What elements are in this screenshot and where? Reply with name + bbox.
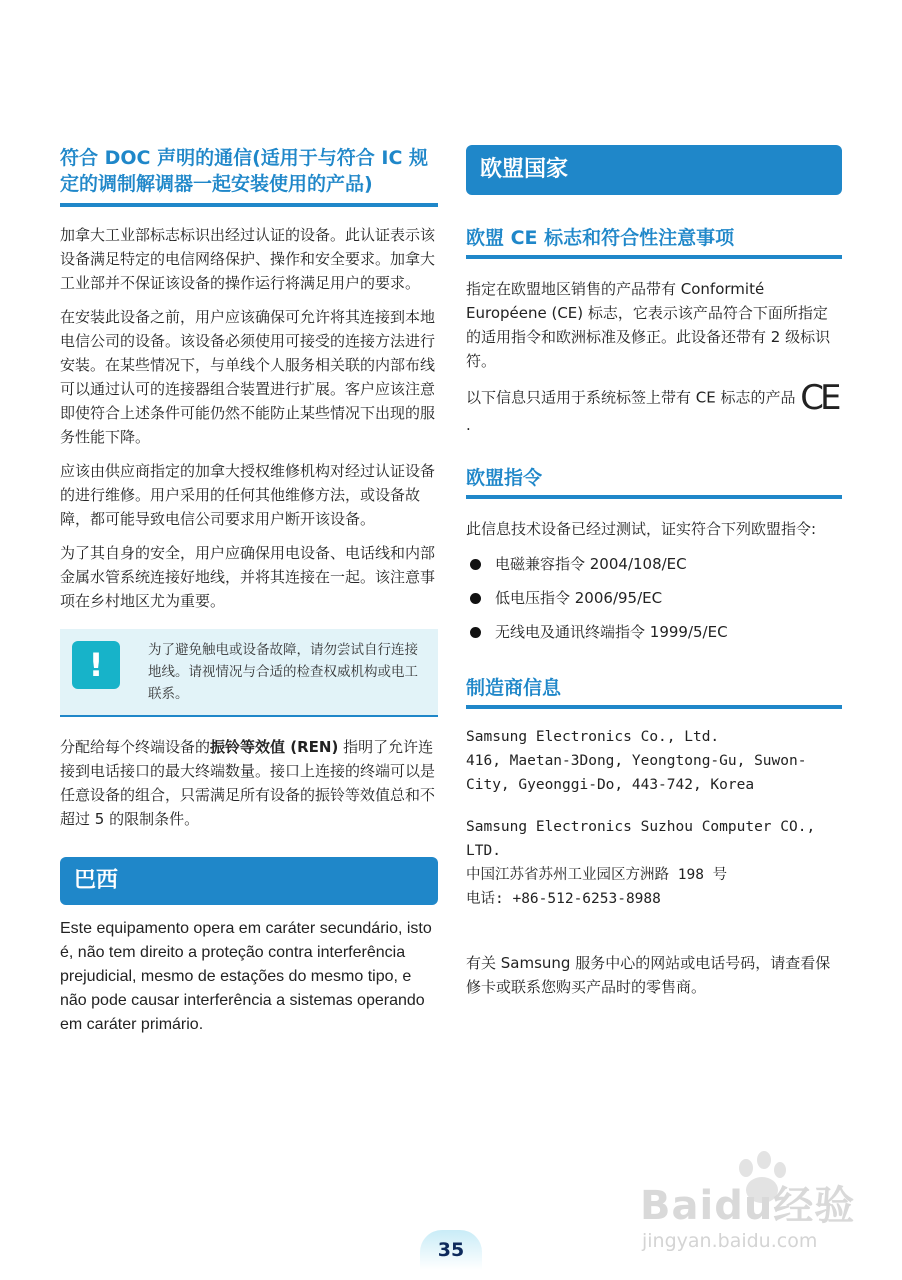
korea-address: Samsung Electronics Co., Ltd. 416, Maetan-3Dong, Yeongtong-Gu, Suwon- City, Gyeonggi-Do, 443-742, Korea [466,729,807,793]
watermark-logo: Baidu经验 [640,1183,856,1229]
right-column [466,145,842,999]
ce-note-text: 以下信息只适用于系统标签上带有 CE 标志的产品 [466,388,796,407]
list-item: 低电压指令 2006/95/EC [466,581,842,615]
suzhou-address: Samsung Electronics Suzhou Computer CO., LTD. 中国江苏省苏州工业园区方洲路 198 号 电话: +86-512-6253-8988 [466,819,816,907]
exclamation-icon: ! [72,641,120,689]
paragraph-3: 应该由供应商指定的加拿大授权维修机构对经过认证设备的进行维修。用户采用的任何其他维修方法，或设备故障，都可能导致电信公司要求用户断开该设备。 [60,462,436,528]
warning-note [60,629,438,717]
note-text: 为了避免触电或设备故障，请勿尝试自行连接地线。请视情况与合适的检查权威机构或电工联系。 [148,642,418,702]
directive-list [466,547,842,649]
doc-heading: 符合 DOC 声明的通信(适用于与符合 IC 规定的调制解调器一起安装使用的产品) [60,145,438,207]
list-item: 无线电及通讯终端指令 1999/5/EC [466,615,842,649]
ren-paragraph [60,735,438,831]
service-text: 有关 Samsung 服务中心的网站或电话号码，请查看保修卡或联系您购买产品时的零售商。 [466,954,831,996]
brazil-text: Este equipamento opera em caráter secundário, isto é, não tem direito a proteção contra interferência prejudicial, mesmo de estações do mesmo tipo, e não pode causar interferência a sistemas operando em caráter primário. [60,920,432,1033]
ren-bold: 振铃等效值 (REN) [210,738,339,756]
bullet-icon [470,593,481,604]
baidu-watermark [640,1150,880,1260]
brazil-banner: 巴西 [60,857,438,905]
bullet-icon [470,627,481,638]
watermark-url: jingyan.baidu.com [642,1230,818,1252]
paragraph-4: 为了其自身的安全，用户应确保用电设备、电话线和内部金属水管系统连接好地线，并将其连接在一起。该注意事项在乡村地区尤为重要。 [60,544,436,610]
ren-prefix: 分配给每个终端设备的 [60,738,211,756]
manufacturer-heading: 制造商信息 [466,675,842,709]
note-divider [60,715,438,717]
eu-banner: 欧盟国家 [466,145,842,195]
ce-note: 以下信息只适用于系统标签上带有 CE 标志的产品 CE. [466,378,838,434]
ce-paragraph: 指定在欧盟地区销售的产品带有 Conformité Européene (CE) 标志，它表示该产品符合下面所指定的适用指令和欧洲标准及修正。此设备还带有 2 级标识符。 [466,280,831,370]
left-column [60,145,438,1037]
bullet-icon [470,559,481,570]
page-number: 35 [420,1230,482,1270]
paragraph-1: 加拿大工业部标志标识出经过认证的设备。此认证表示该设备满足特定的电信网络保护、操作和安全要求。加拿大工业部并不保证该设备的操作运行将满足用户的要求。 [60,226,436,292]
ce-mark-icon: CE [800,378,838,418]
directive-intro: 此信息技术设备已经过测试，证实符合下列欧盟指令: [466,520,817,538]
paragraph-2: 在安装此设备之前，用户应该确保可允许将其连接到本地电信公司的设备。该设备必须使用可接受的连接方法进行安装。在某些情况下，与单线个人服务相关联的内部布线可以通过认可的连接器组合装置进行扩展。客户应该注意即使符合上述条件可能仍然不能防止某些情况下出现的服务性能下降。 [60,308,436,446]
ren-rest: 指明了允许连接到电话接口的最大终端数量。接口上连接的终端可以是任意设备的组合，只需满足所有设备的振铃等效值总和不超过 5 的限制条件。 [60,738,436,828]
directive-heading: 欧盟指令 [466,465,842,499]
list-item: 电磁兼容指令 2004/108/EC [466,547,842,581]
ce-heading: 欧盟 CE 标志和符合性注意事项 [466,225,842,259]
